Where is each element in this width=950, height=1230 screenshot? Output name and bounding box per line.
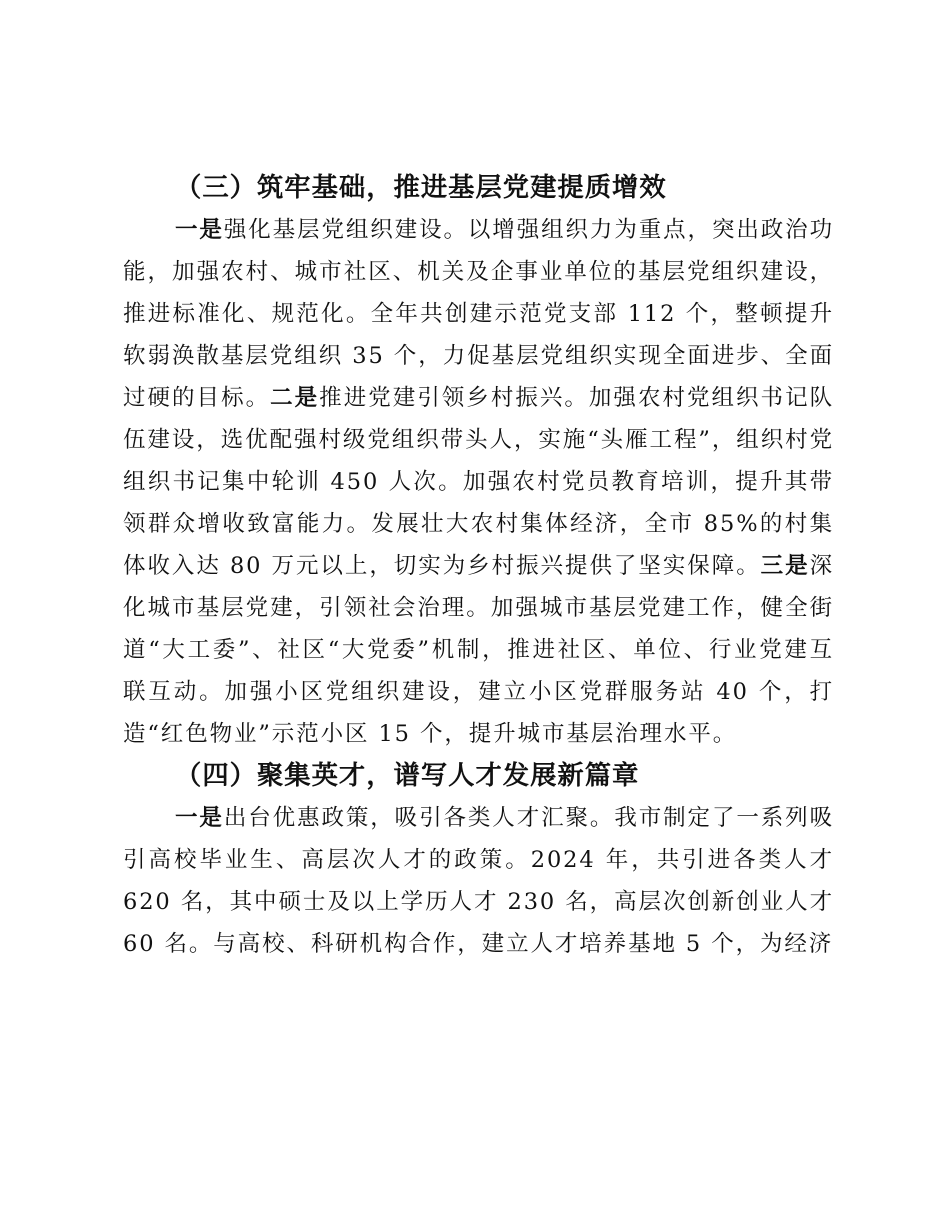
paragraph-lead: 二是 xyxy=(270,385,320,411)
paragraph-text: 出台优惠政策，吸引各类人才汇聚。我市制定了一系列吸引高校毕业生、高层次人才的政策。2024 年，共引进各类人才 620 名，其中硕士及以上学历人才 230 名，高层次创新创业人才 60 名。与高校、科研机构合作，建立人才培养基地 5 个，为经济 xyxy=(123,805,834,957)
paragraph-text: 强化基层党组织建设。以增强组织力为重点，突出政治功能，加强农村、城市社区、机关及企事业单位的基层党组织建设，推进标准化、规范化。全年共创建示范党支部 112 个，整顿提升软弱涣散基层党组织 35 个，力促基层党组织实现全面进步、全面过硬的目标。 xyxy=(123,217,834,411)
paragraph-lead: 三是 xyxy=(760,553,810,579)
paragraph-text: 深化城市基层党建，引领社会治理。加强城市基层党建工作，健全街道“大工委”、社区“大党委”机制，推进社区、单位、行业党建互联互动。加强小区党组织建设，建立小区党群服务站 40 个，打造“红色物业”示范小区 15 个，提升城市基层治理水平。 xyxy=(123,553,834,747)
paragraph-lead: 一是 xyxy=(175,805,224,831)
body-paragraph xyxy=(123,797,834,965)
paragraph-lead: 一是 xyxy=(175,217,224,243)
paragraph-text: 推进党建引领乡村振兴。加强农村党组织书记队伍建设，选优配强村级党组织带头人，实施“头雁工程”，组织村党组织书记集中轮训 450 人次。加强农村党员教育培训，提升其带领群众增收致富能力。发展壮大农村集体经济，全市 85%的村集体收入达 80 万元以上，切实为乡村振兴提供了坚实保障。 xyxy=(123,385,834,579)
body-paragraph xyxy=(123,209,834,755)
document-body xyxy=(123,167,834,965)
section-heading-3: （三）筑牢基础，推进基层党建提质增效 xyxy=(175,172,667,203)
section-heading-4: （四）聚集英才，谱写人才发展新篇章 xyxy=(175,760,640,791)
